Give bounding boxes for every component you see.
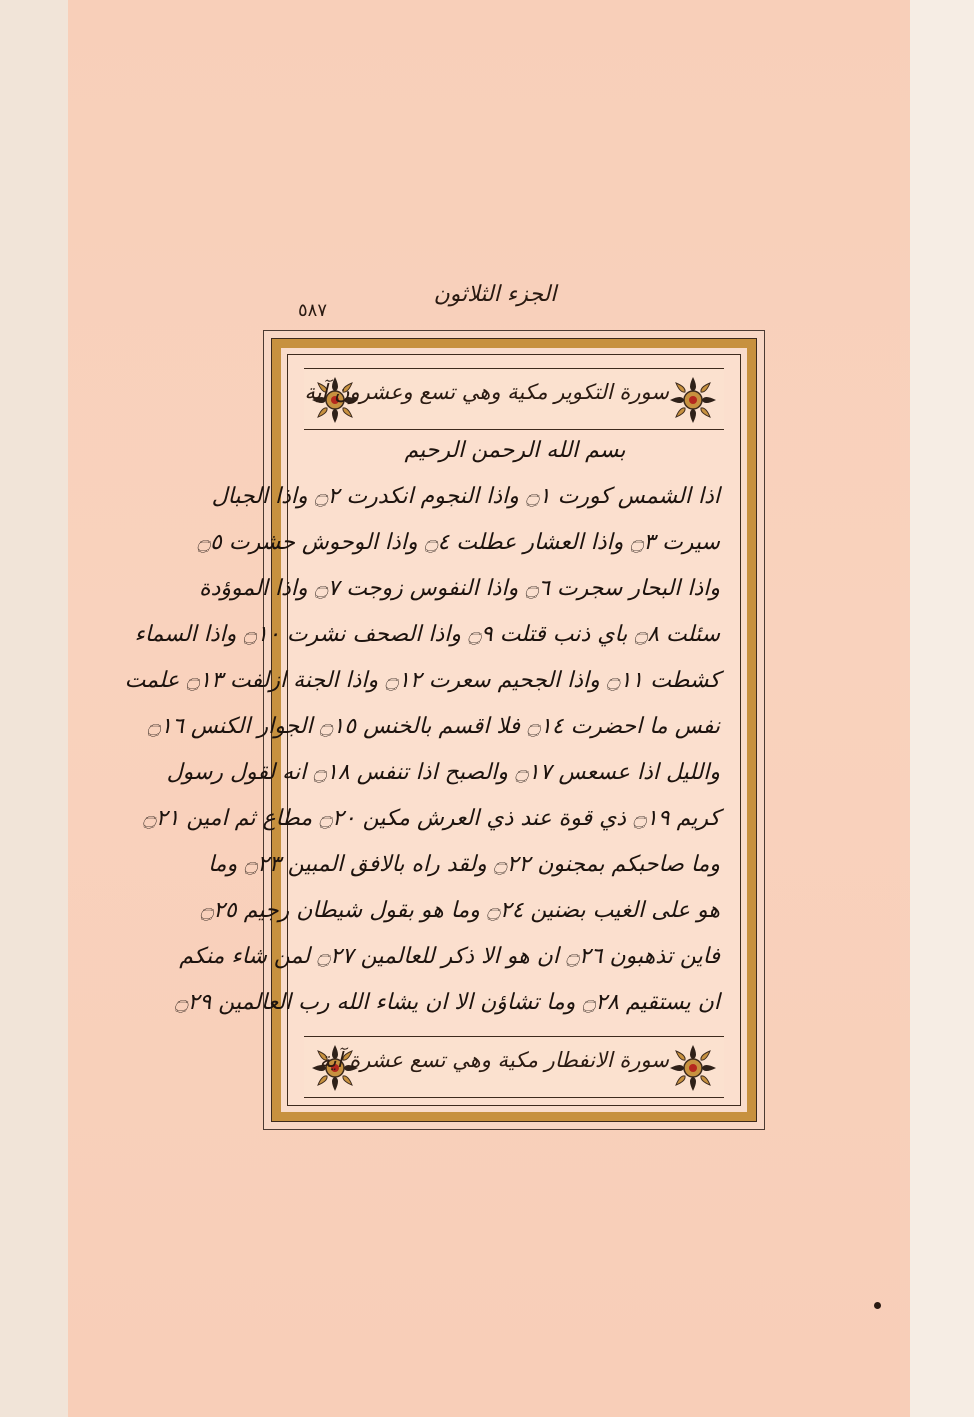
text-line: سيرت ۝٣ واذا العشار عطلت ۝٤ واذا الوحوش حشرت ۝٥ xyxy=(197,530,720,555)
text-line: ان يستقيم ۝٢٨ وما تشاؤن الا ان يشاء الله رب العالمين ۝٢٩ xyxy=(174,990,720,1015)
text-line: فاين تذهبون ۝٢٦ ان هو الا ذكر للعالمين ۝٢٧ لمن شاء منكم xyxy=(179,944,720,969)
next-surah-heading-band xyxy=(304,1036,724,1098)
basmala-line: بسم الله الرحمن الرحيم xyxy=(404,438,626,463)
floral-rosette-icon xyxy=(666,373,720,427)
surah-text xyxy=(124,428,720,1028)
floral-rosette-icon xyxy=(666,1041,720,1095)
next-surah-heading-text: سورة الانفطار مكية وهي تسع عشرة آية xyxy=(319,1048,669,1072)
text-line: كريم ۝١٩ ذي قوة عند ذي العرش مكين ۝٢٠ مطاع ثم امين ۝٢١ xyxy=(142,806,720,831)
text-line: اذا الشمس كورت ۝١ واذا النجوم انكدرت ۝٢ واذا الجبال xyxy=(211,484,720,509)
page-number: ٥٨٧ xyxy=(298,300,328,321)
text-line: والليل اذا عسعس ۝١٧ والصبح اذا تنفس ۝١٨ انه لقول رسول xyxy=(166,760,720,785)
surah-heading-text: سورة التكوير مكية وهي تسع وعشرون آية xyxy=(304,380,669,404)
ink-dot xyxy=(874,1302,881,1309)
text-line: سئلت ۝٨ باي ذنب قتلت ۝٩ واذا الصحف نشرت ۝١٠ واذا السماء xyxy=(134,622,720,647)
page-margin xyxy=(910,0,974,1417)
text-line: وما صاحبكم بمجنون ۝٢٢ ولقد راه بالافق المبين ۝٢٣ وما xyxy=(208,852,720,877)
text-line: واذا البحار سجرت ۝٦ واذا النفوس زوجت ۝٧ واذا الموؤدة xyxy=(199,576,720,601)
text-line: كشطت ۝١١ واذا الجحيم سعرت ۝١٢ واذا الجنة ازلفت ۝١٣ علمت xyxy=(124,668,720,693)
text-line: هو على الغيب بضنين ۝٢٤ وما هو بقول شيطان رجيم ۝٢٥ xyxy=(200,898,720,923)
text-line: نفس ما احضرت ۝١٤ فلا اقسم بالخنس ۝١٥ الجوار الكنس ۝١٦ xyxy=(147,714,720,739)
juz-title: الجزء الثلاثون xyxy=(433,282,557,307)
surah-heading-band xyxy=(304,368,724,430)
